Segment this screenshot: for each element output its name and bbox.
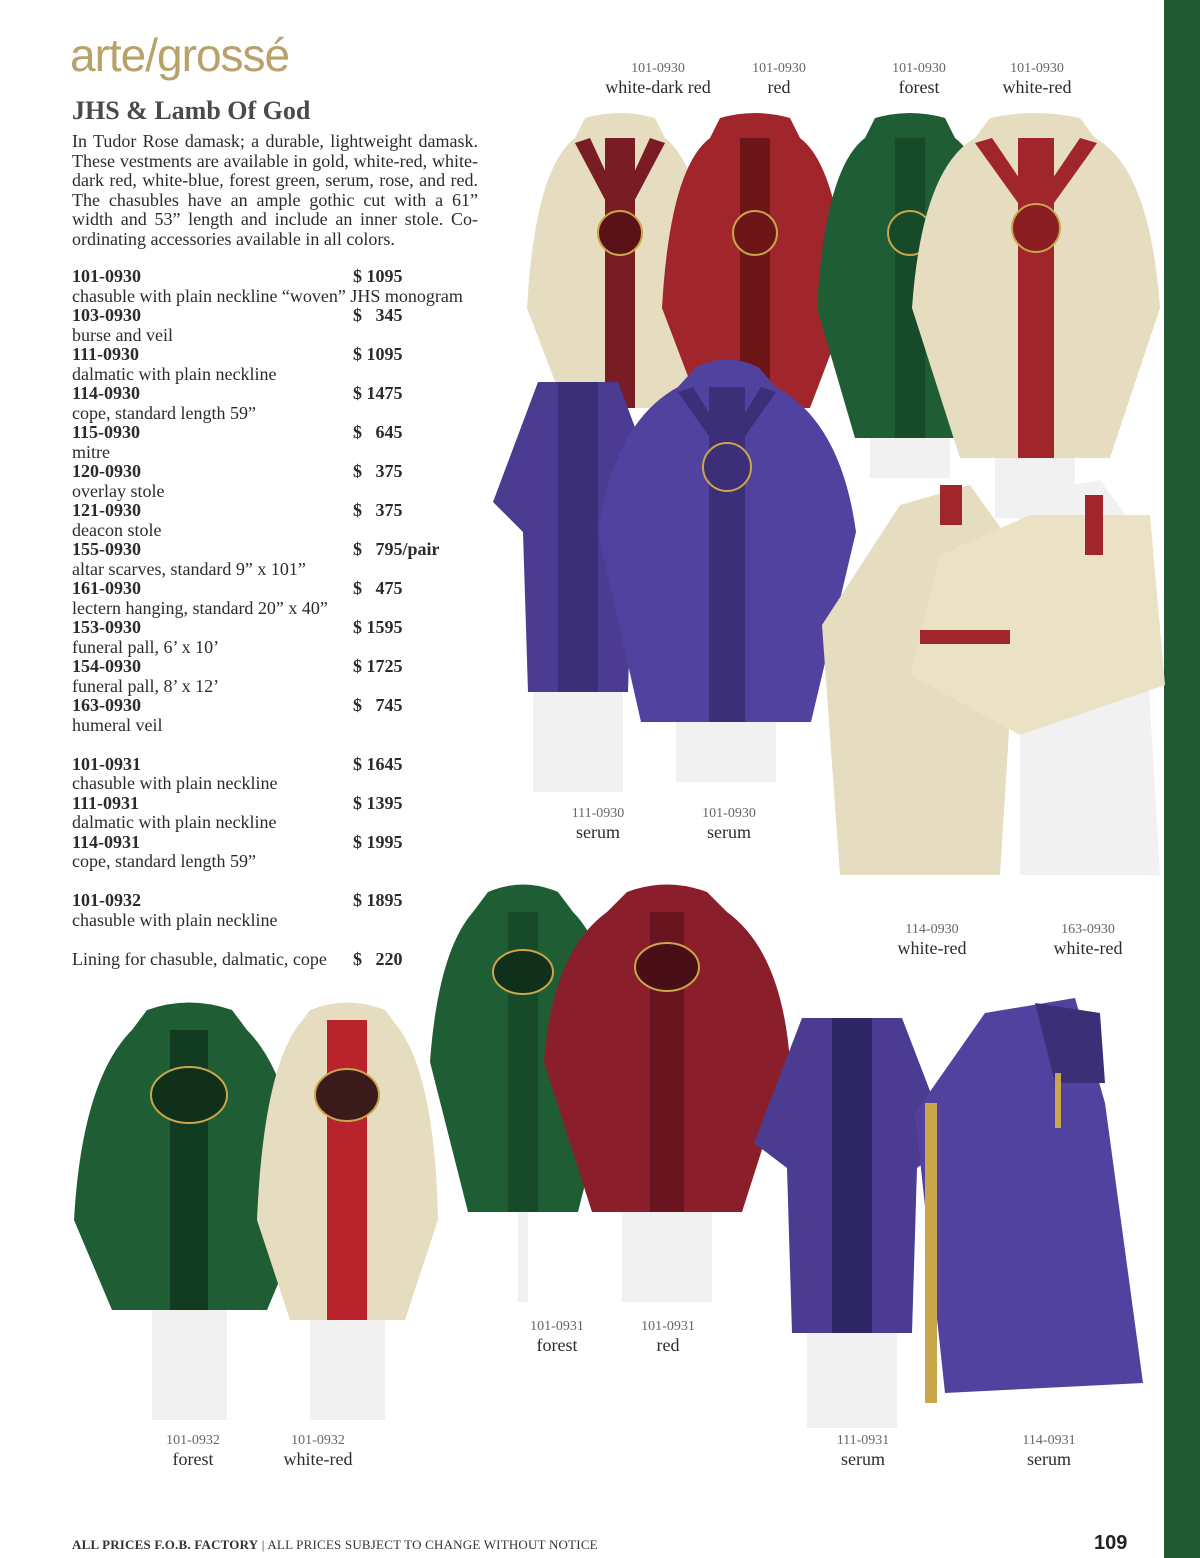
price-item bbox=[72, 423, 492, 462]
caption-bot2 bbox=[248, 1433, 388, 1469]
caption-top1 bbox=[588, 61, 728, 97]
caption-color: forest bbox=[536, 1335, 578, 1355]
item-description: lectern hanging, standard 20” x 40” bbox=[72, 597, 328, 618]
caption-color: red bbox=[656, 1335, 680, 1355]
photo-cope-and-humeral-veil bbox=[820, 475, 1165, 900]
item-code: 161-0930 bbox=[72, 578, 141, 598]
item-price: $ 1475 bbox=[353, 383, 403, 403]
item-price: $ 1895 bbox=[353, 890, 403, 910]
item-description: burse and veil bbox=[72, 324, 173, 345]
item-description: chasuble with plain neckline bbox=[72, 773, 278, 793]
caption-color: white-red bbox=[1053, 938, 1123, 958]
price-item bbox=[72, 794, 492, 833]
lining-price: $ 220 bbox=[353, 948, 403, 969]
price-item bbox=[72, 579, 492, 618]
item-description: humeral veil bbox=[72, 714, 163, 735]
item-code: 101-0930 bbox=[72, 266, 141, 286]
caption-bot1 bbox=[123, 1433, 263, 1469]
item-description: cope, standard length 59” bbox=[72, 402, 256, 423]
price-item bbox=[72, 384, 492, 423]
caption-color: serum bbox=[841, 1449, 885, 1469]
item-code: 115-0930 bbox=[72, 422, 141, 442]
item-description: chasuble with plain neckline “woven” JHS monogram bbox=[72, 285, 463, 306]
item-description: deacon stole bbox=[72, 519, 162, 540]
item-description: funeral pall, 8’ x 12’ bbox=[72, 675, 220, 696]
item-code: 153-0930 bbox=[72, 617, 141, 637]
caption-color: white-dark red bbox=[605, 77, 711, 97]
footer-separator: | bbox=[261, 1537, 265, 1552]
price-group-0930 bbox=[72, 267, 492, 735]
price-item bbox=[72, 755, 492, 794]
page-number: 109 bbox=[1094, 1532, 1128, 1554]
item-price: $ 745 bbox=[353, 695, 403, 715]
item-code: 114-0930 bbox=[72, 383, 141, 403]
caption-low2 bbox=[598, 1319, 738, 1355]
item-price: $ 375 bbox=[353, 500, 403, 520]
price-item bbox=[72, 306, 492, 345]
item-code: 121-0930 bbox=[72, 500, 141, 520]
price-item bbox=[72, 833, 492, 872]
price-item bbox=[72, 501, 492, 540]
item-description: chasuble with plain neckline bbox=[72, 909, 278, 930]
item-code: 101-0931 bbox=[72, 753, 141, 774]
item-code: 101-0932 bbox=[72, 890, 141, 910]
item-description: funeral pall, 6’ x 10’ bbox=[72, 636, 220, 657]
photo-chasuble-serum bbox=[596, 352, 858, 782]
item-description: overlay stole bbox=[72, 480, 165, 501]
caption-cope1 bbox=[862, 922, 1002, 958]
section-heading: JHS & Lamb Of God bbox=[72, 96, 311, 125]
photo-cope-serum-0931 bbox=[905, 993, 1145, 1423]
price-item bbox=[72, 657, 492, 696]
item-price: $ 1725 bbox=[353, 656, 403, 676]
price-item bbox=[72, 267, 492, 306]
item-price: $ 1645 bbox=[353, 753, 403, 774]
page-footer bbox=[72, 1537, 598, 1553]
caption-code: 114-0931 bbox=[1022, 1433, 1076, 1448]
item-code: 114-0931 bbox=[72, 831, 141, 852]
item-description: dalmatic with plain neckline bbox=[72, 363, 277, 384]
caption-code: 101-0930 bbox=[892, 61, 946, 76]
item-code: 103-0930 bbox=[72, 305, 141, 325]
price-item bbox=[72, 540, 492, 579]
item-code: 111-0931 bbox=[72, 792, 140, 813]
caption-code: 163-0930 bbox=[1061, 922, 1115, 937]
item-price: $ 1395 bbox=[353, 792, 403, 813]
caption-color: serum bbox=[576, 822, 620, 842]
item-description: altar scarves, standard 9” x 101” bbox=[72, 558, 306, 579]
price-group-0931 bbox=[72, 755, 492, 872]
price-item bbox=[72, 462, 492, 501]
caption-code: 101-0931 bbox=[641, 1319, 695, 1334]
footer-left: ALL PRICES F.O.B. FACTORY bbox=[72, 1537, 259, 1552]
item-price: $ 795/pair bbox=[353, 539, 440, 559]
caption-code: 114-0930 bbox=[905, 922, 959, 937]
item-code: 120-0930 bbox=[72, 461, 141, 481]
item-code: 154-0930 bbox=[72, 656, 141, 676]
caption-bot3 bbox=[793, 1433, 933, 1469]
item-price: $ 1095 bbox=[353, 344, 403, 364]
caption-color: white-red bbox=[897, 938, 967, 958]
caption-color: serum bbox=[1027, 1449, 1071, 1469]
intro-paragraph: In Tudor Rose damask; a durable, lightweight damask. These vestments are available in gold, white-red, white-dark red, white-blue, forest green, serum, rose, and red. The chasubles have an ample gothic cut with a 61” width and 53” length and include an inner stole. Co-ordinating accessories available in all colors. bbox=[72, 131, 478, 249]
caption-veil1 bbox=[1018, 922, 1158, 958]
caption-mid1 bbox=[528, 806, 668, 842]
photo-chasuble-white-red-lamb bbox=[255, 990, 440, 1430]
item-code: 163-0930 bbox=[72, 695, 141, 715]
caption-code: 111-0930 bbox=[571, 806, 625, 821]
caption-code: 101-0930 bbox=[702, 806, 756, 821]
caption-top4 bbox=[967, 61, 1107, 97]
caption-code: 101-0932 bbox=[166, 1433, 220, 1448]
footer-right: ALL PRICES SUBJECT TO CHANGE WITHOUT NOTICE bbox=[267, 1537, 598, 1552]
item-code: 155-0930 bbox=[72, 539, 141, 559]
item-code: 111-0930 bbox=[72, 344, 140, 364]
caption-color: serum bbox=[707, 822, 751, 842]
caption-mid2 bbox=[659, 806, 799, 842]
item-description: dalmatic with plain neckline bbox=[72, 812, 277, 832]
page-edge-green-bar bbox=[1164, 0, 1200, 1558]
price-item bbox=[72, 696, 492, 735]
price-list bbox=[72, 267, 492, 969]
caption-color: forest bbox=[172, 1449, 214, 1469]
item-price: $ 475 bbox=[353, 578, 403, 598]
price-item bbox=[72, 345, 492, 384]
caption-color: red bbox=[767, 77, 791, 97]
lining-label: Lining for chasuble, dalmatic, cope bbox=[72, 948, 327, 969]
photo-chasuble-white-red bbox=[910, 108, 1162, 518]
caption-top2 bbox=[709, 61, 849, 97]
caption-color: forest bbox=[898, 77, 940, 97]
caption-color: white-red bbox=[1002, 77, 1072, 97]
item-price: $ 1595 bbox=[353, 617, 403, 637]
caption-bot4 bbox=[979, 1433, 1119, 1469]
caption-color: white-red bbox=[283, 1449, 353, 1469]
caption-code: 101-0930 bbox=[1010, 61, 1064, 76]
caption-code: 101-0932 bbox=[291, 1433, 345, 1448]
item-description: mitre bbox=[72, 441, 110, 462]
item-price: $ 645 bbox=[353, 422, 403, 442]
caption-code: 101-0931 bbox=[530, 1319, 584, 1334]
price-item bbox=[72, 618, 492, 657]
item-price: $ 1995 bbox=[353, 831, 403, 852]
caption-code: 101-0930 bbox=[752, 61, 806, 76]
item-description: cope, standard length 59” bbox=[72, 851, 256, 871]
item-price: $ 1095 bbox=[353, 266, 403, 286]
caption-code: 101-0930 bbox=[631, 61, 685, 76]
item-price: $ 375 bbox=[353, 461, 403, 481]
brand-logo-text: arte/grossé bbox=[70, 29, 290, 81]
caption-code: 111-0931 bbox=[836, 1433, 890, 1448]
item-price: $ 345 bbox=[353, 305, 403, 325]
